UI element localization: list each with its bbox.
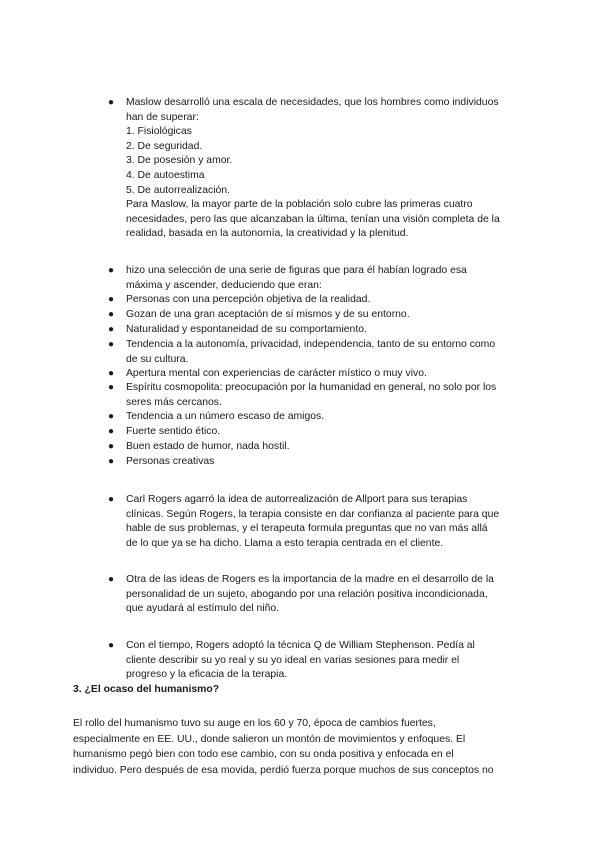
text-line: Personas creativas <box>126 456 215 467</box>
list-item-text <box>126 308 528 323</box>
list-item-text <box>126 455 528 470</box>
text-line: 4. De autoestima <box>126 169 205 181</box>
text-line: clínicas. Según Rogers, la terapia consiste en dar confianza al paciente para que <box>126 508 500 520</box>
text-line: que ayudará al estímulo del niño. <box>126 603 280 615</box>
bullet-icon: ● <box>108 494 115 505</box>
bullet-icon: ● <box>108 97 115 108</box>
bullet-icon: ● <box>108 574 115 585</box>
text-line: hable de sus problemas, y el terapeuta formula preguntas que no van más allá <box>126 523 488 535</box>
list-item-text <box>126 639 528 683</box>
text-line: Naturalidad y espontaneidad de su comportamiento. <box>126 324 367 335</box>
text-line: Personas con una percepción objetiva de la realidad. <box>126 294 371 305</box>
list-item <box>108 338 528 367</box>
bullet-icon: ● <box>108 339 115 350</box>
list-item-rogers-q-technique <box>108 639 528 683</box>
text-line: Para Maslow, la mayor parte de la población solo cubre las primeras cuatro <box>126 199 473 211</box>
list-item-rogers-mother <box>108 573 528 617</box>
text-line: 5. De autorrealización. <box>126 184 230 196</box>
list-item <box>108 381 528 410</box>
list-item-text <box>126 293 528 308</box>
bullet-icon: ● <box>108 426 115 437</box>
text-line: Gozan de una gran aceptación de sí mismos y de su entorno. <box>126 309 410 320</box>
text-line: El rollo del humanismo tuvo su auge en los 60 y 70, época de cambios fuertes, <box>73 718 436 729</box>
bullet-icon: ● <box>108 368 115 379</box>
bullet-icon: ● <box>108 456 115 467</box>
bullet-icon: ● <box>108 411 115 422</box>
text-line: 1. Fisiológicas <box>126 126 192 138</box>
text-line: personalidad de un sujeto, abogando por una relación positiva incondicionada, <box>126 588 488 600</box>
text-line: Espíritu cosmopolita: preocupación por la humanidad en general, no solo por los <box>126 382 497 393</box>
text-line: Tendencia a un número escaso de amigos. <box>126 411 325 422</box>
list-item <box>108 293 528 308</box>
text-line: Tendencia a la autonomía, privacidad, independencia, tanto de su entorno como <box>126 339 496 350</box>
text-line: especialmente en EE. UU., donde salieron un montón de movimientos y enfoques. El <box>73 733 466 745</box>
list-item <box>108 410 528 425</box>
list-item-maslow <box>108 96 528 242</box>
bullet-icon: ● <box>108 309 115 320</box>
bullet-icon: ● <box>108 294 115 305</box>
text-line: máxima y ascender, deduciendo que eran: <box>126 279 322 291</box>
list-item-text <box>126 367 528 382</box>
bullet-icon: ● <box>108 324 115 335</box>
list-item <box>108 323 528 338</box>
text-line: Fuerte sentido ético. <box>126 426 221 437</box>
list-item-text <box>126 440 528 455</box>
bullet-icon: ● <box>108 265 115 276</box>
text-line: Apertura mental con experiencias de carácter místico o muy vivo. <box>126 368 427 379</box>
list-item-text <box>126 338 528 367</box>
list-item-text <box>126 410 528 425</box>
list-item-text <box>126 96 528 242</box>
section-paragraph <box>73 716 533 778</box>
text-line: han de superar: <box>126 111 199 123</box>
list-item-figures-intro <box>108 264 528 293</box>
text-line: cliente describir su yo real y su yo ideal en varias sesiones para medir el <box>126 654 460 666</box>
text-line: realidad, basada en la autonomía, la creatividad y la plenitud. <box>126 228 409 240</box>
list-item <box>108 367 528 382</box>
list-item <box>108 308 528 323</box>
section-heading: 3. ¿El ocaso del humanismo? <box>73 684 220 695</box>
bullet-icon: ● <box>108 382 115 393</box>
list-item <box>108 440 528 455</box>
bullet-icon: ● <box>108 640 115 651</box>
text-line: progreso y la eficacia de la terapia. <box>126 669 288 681</box>
text-line: Con el tiempo, Rogers adoptó la técnica Q de William Stephenson. Pedía al <box>126 640 475 651</box>
bullet-icon: ● <box>108 441 115 452</box>
text-line: hizo una selección de una serie de figuras que para él habían logrado esa <box>126 265 467 276</box>
text-line: Maslow desarrolló una escala de necesidades, que los hombres como individuos <box>126 97 499 108</box>
list-item <box>108 455 528 470</box>
text-line: necesidades, pero las que alcanzaban la última, tenían una visión completa de la <box>126 213 500 225</box>
text-line: Carl Rogers agarró la idea de autorrealización de Allport para sus terapias <box>126 494 468 505</box>
text-line: individuo. Pero después de esa movida, perdió fuerza porque muchos de sus conceptos no <box>73 764 494 776</box>
text-line: de lo que ya se ha dicho. Llama a esto terapia centrada en el cliente. <box>126 537 444 549</box>
text-line: humanismo pegó bien con todo ese cambio, con su onda positiva y enfocada en el <box>73 749 454 760</box>
list-item-text <box>126 573 528 617</box>
list-item-text <box>126 323 528 338</box>
text-line: Buen estado de humor, nada hostil. <box>126 441 290 452</box>
text-line: Otra de las ideas de Rogers es la importancia de la madre en el desarrollo de la <box>126 574 494 585</box>
list-item-text <box>126 381 528 410</box>
list-item-text <box>126 425 528 440</box>
list-item-text <box>126 264 528 293</box>
list-item <box>108 425 528 440</box>
text-line: 3. De posesión y amor. <box>126 155 233 167</box>
list-item-text <box>126 493 528 551</box>
text-line: 2. De seguridad. <box>126 140 203 152</box>
text-line: seres más cercanos. <box>126 396 222 408</box>
list-item-rogers-therapy <box>108 493 528 551</box>
text-line: de su cultura. <box>126 353 189 365</box>
